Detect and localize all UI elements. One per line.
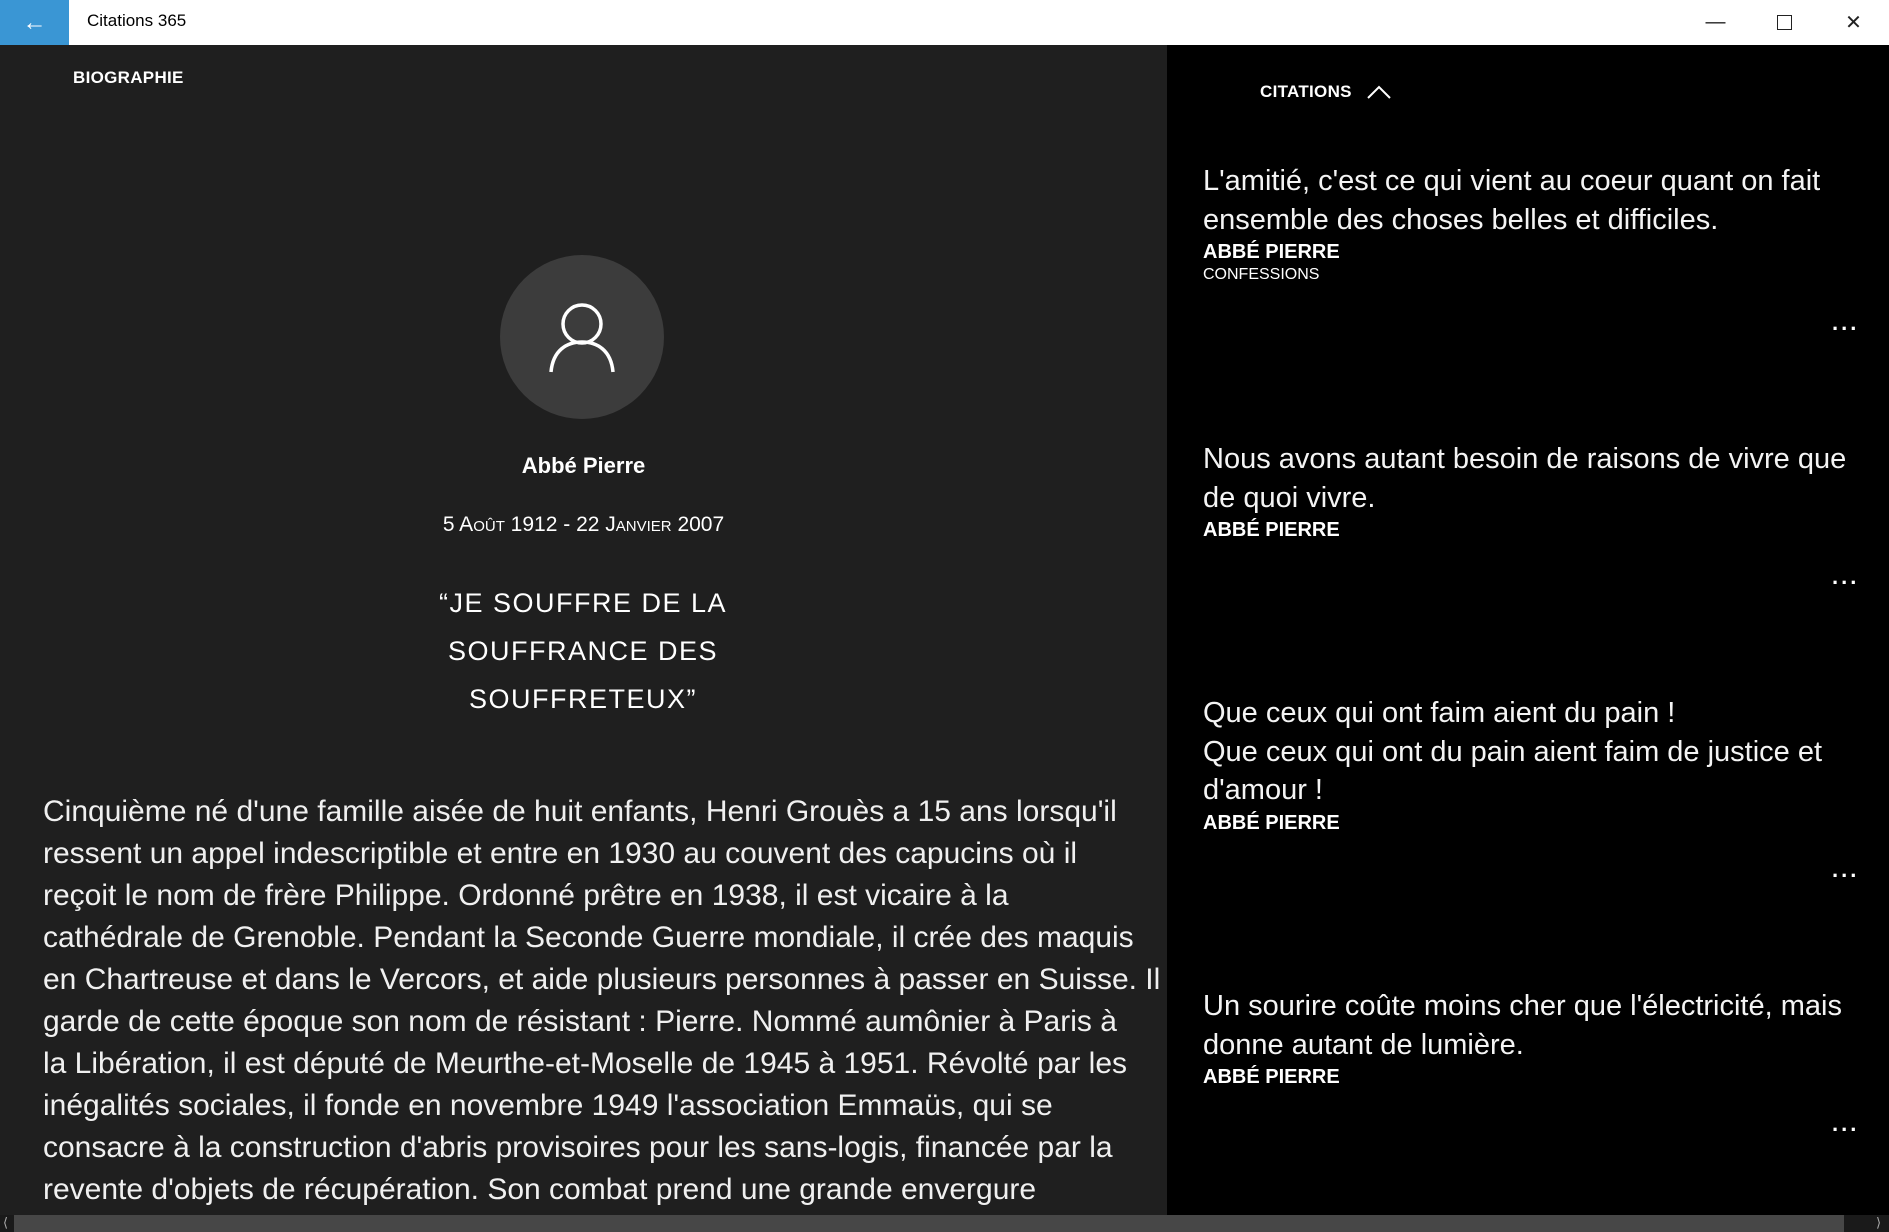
biography-header: BIOGRAPHIE	[73, 68, 184, 87]
bio-line: en Chartreuse et dans le Vercors, et aide plusieurs personnes à passer en Suisse. Il	[43, 963, 1161, 996]
biography-panel	[0, 45, 1167, 1215]
citations-panel	[1167, 45, 1889, 1215]
author-name: Abbé Pierre	[521, 453, 646, 478]
close-button[interactable]: ✕	[1845, 12, 1862, 34]
scrollbar-thumb[interactable]	[14, 1215, 1844, 1232]
scroll-left-icon[interactable]: ⟨	[3, 1215, 9, 1230]
arrow-left-icon: ←	[22, 8, 47, 36]
app-title: Citations 365	[87, 11, 187, 30]
more-options-button[interactable]: ...	[1832, 564, 1860, 589]
maximize-button[interactable]	[1750, 0, 1819, 45]
more-options-button[interactable]: ...	[1832, 1111, 1860, 1136]
citation-author: ABBÉ PIERRE	[1203, 1066, 1340, 1088]
bio-line: garde de cette époque son nom de résistant : Pierre. Nommé aumônier à Paris à	[43, 1005, 1117, 1038]
scroll-right-icon[interactable]: ⟩	[1876, 1215, 1882, 1230]
citations-header[interactable]	[1260, 82, 1392, 102]
citations-header-label: CITATIONS	[1260, 82, 1352, 101]
citation-author: ABBÉ PIERRE	[1203, 241, 1340, 263]
bio-line: ressent un appel indescriptible et entre en 1930 au couvent des capucins où il	[43, 837, 1078, 870]
featured-quote-line: SOUFFRANCE DES	[447, 636, 719, 666]
featured-quote	[383, 579, 783, 723]
title-bar	[0, 0, 1889, 45]
chevron-up-icon	[1366, 84, 1392, 100]
featured-quote-line: “JE SOUFFRE DE LA	[438, 588, 728, 618]
more-options-button[interactable]: ...	[1832, 857, 1860, 882]
back-button[interactable]	[0, 0, 69, 45]
author-dates: 5 Août 1912 - 22 Janvier 2007	[442, 513, 725, 536]
citation-text: Nous avons autant besoin de raisons de vivre que de quoi vivre.	[1203, 443, 1847, 514]
citation-text: Un sourire coûte moins cher que l'électricité, mais donne autant de lumière.	[1203, 990, 1842, 1061]
bio-line: la Libération, il est député de Meurthe-et-Moselle de 1945 à 1951. Révolté par les	[43, 1047, 1127, 1080]
bio-line: inégalités sociales, il fonde en novembre 1949 l'association Emmaüs, qui se	[43, 1089, 1053, 1122]
citation-author: ABBÉ PIERRE	[1203, 811, 1340, 834]
featured-quote-line: SOUFFRETEUX”	[468, 684, 697, 714]
bio-line: consacre à la construction d'abris provisoires pour les sans-logis, financée par la	[43, 1131, 1113, 1164]
citation-item[interactable]	[1203, 440, 1883, 542]
citation-author: ABBÉ PIERRE	[1203, 519, 1340, 541]
bio-line: Cinquième né d'une famille aisée de huit enfants, Henri Grouès a 15 ans lorsqu'il	[43, 795, 1117, 828]
more-options-button[interactable]: ...	[1832, 310, 1860, 335]
citation-text: Que ceux qui ont faim aient du pain ! Que ceux qui ont du pain aient faim de justice et d'amour !	[1203, 697, 1823, 806]
citation-source: CONFESSIONS	[1203, 266, 1320, 283]
citation-item[interactable]	[1203, 162, 1883, 284]
citation-item[interactable]	[1203, 987, 1883, 1089]
horizontal-scrollbar[interactable]	[0, 1215, 1889, 1232]
bio-line: revente d'objets de récupération. Son combat prend une grande envergure	[43, 1173, 1037, 1206]
person-icon	[547, 300, 617, 374]
minimize-button[interactable]: —	[1705, 11, 1726, 33]
bio-line: cathédrale de Grenoble. Pendant la Seconde Guerre mondiale, il crée des maquis	[43, 921, 1134, 954]
bio-line: reçoit le nom de frère Philippe. Ordonné prêtre en 1938, il est vicaire à la	[43, 879, 1009, 912]
citation-text: L'amitié, c'est ce qui vient au coeur quant on fait ensemble des choses belles et difficiles.	[1203, 165, 1821, 236]
avatar	[500, 255, 664, 419]
biography-text	[43, 791, 1160, 1211]
citation-item[interactable]	[1203, 694, 1883, 835]
